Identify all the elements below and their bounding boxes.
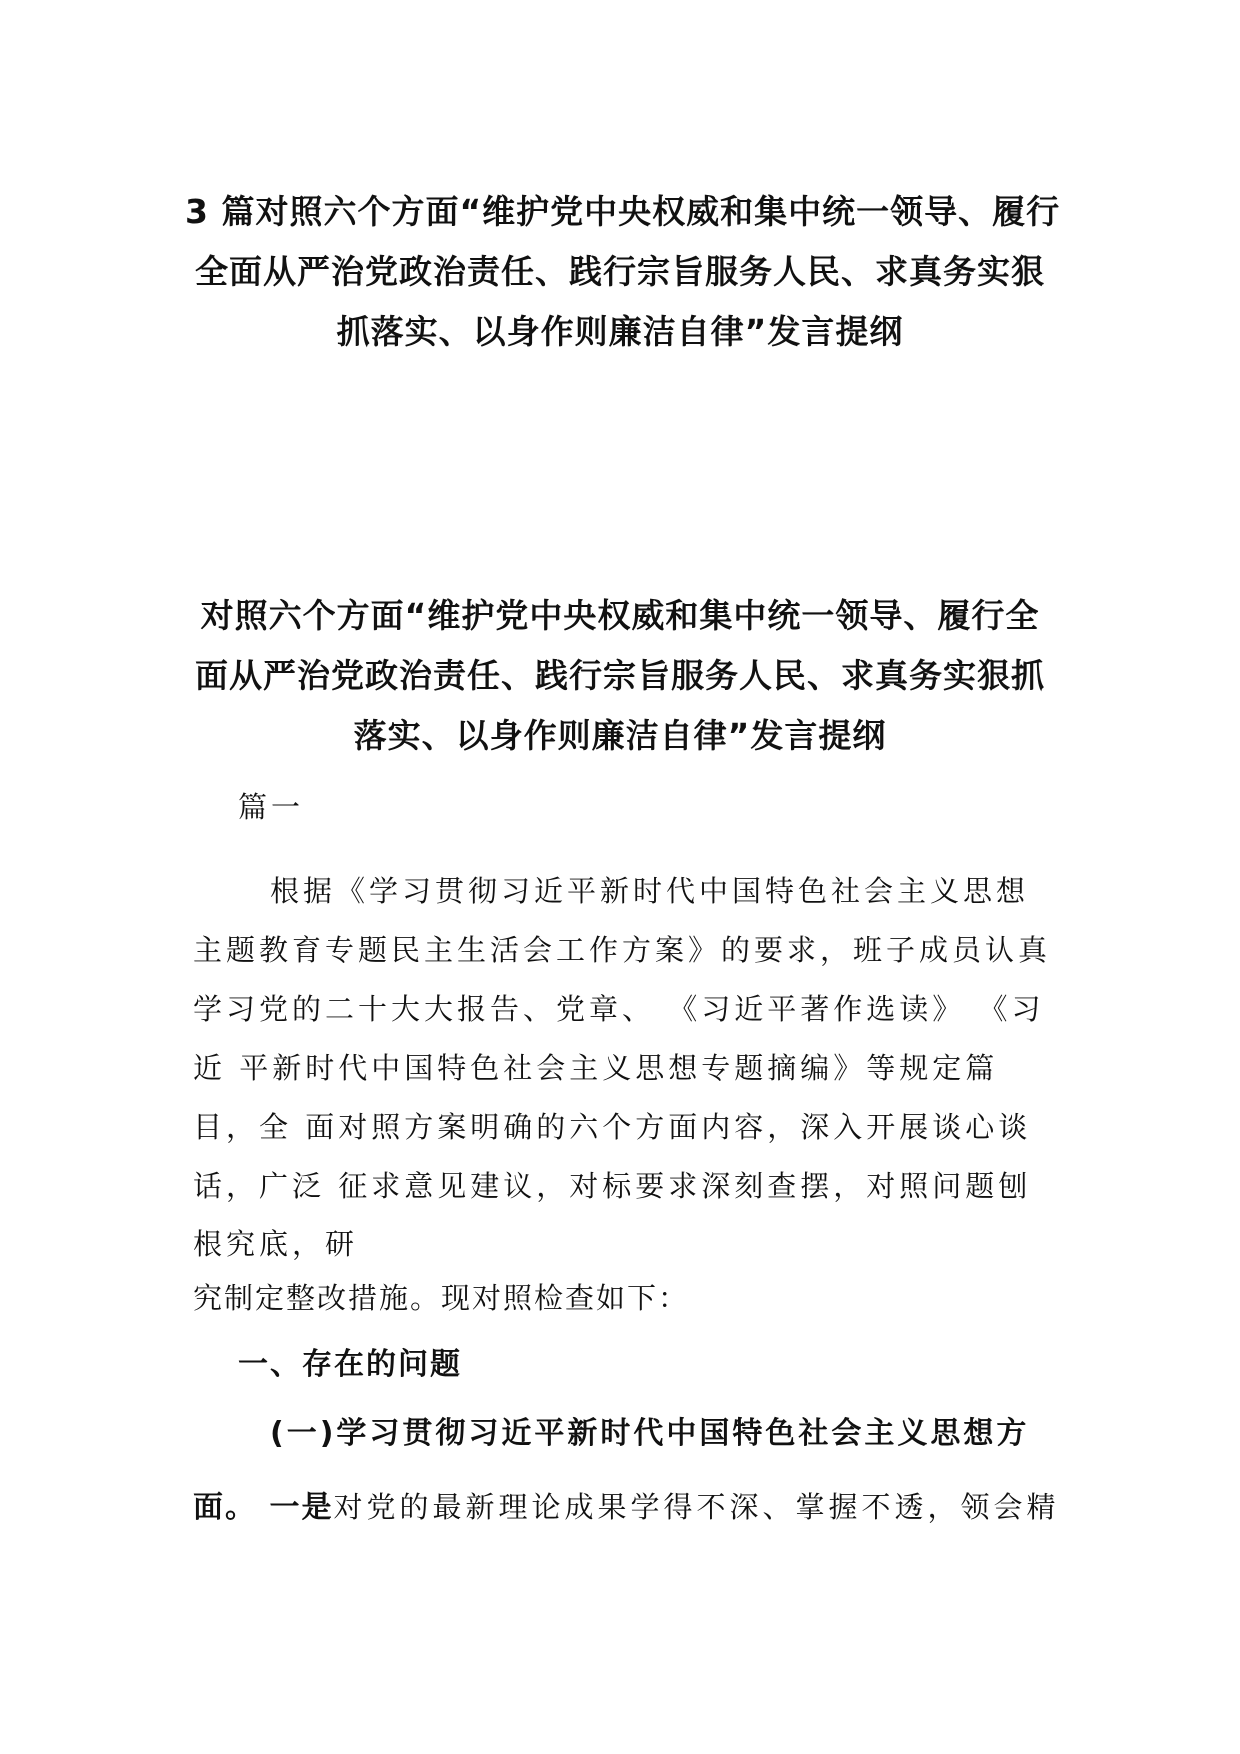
paragraph-line: 根据《学习贯彻习近平新时代中国特色社会主义思想 bbox=[270, 874, 1030, 908]
subsection-heading-tail: 面。 一是 bbox=[193, 1490, 334, 1525]
subtitle-line: 面从严治党政治责任、践行宗旨服务人民、求真务实狠抓 bbox=[195, 656, 1045, 695]
document-subtitle bbox=[185, 586, 1055, 766]
paragraph-line: 学习党的二十大大报告、党章、 《习近平著作选读》 《习 bbox=[193, 992, 1045, 1026]
subsection-heading: (一)学习贯彻习近平新时代中国特色社会主义思想方 bbox=[270, 1416, 1030, 1451]
body-line-mixed bbox=[193, 1480, 1059, 1534]
paragraph-line: 根究底，研 bbox=[193, 1227, 359, 1261]
section-label: 篇一 bbox=[238, 790, 305, 824]
title-line: 抓落实、以身作则廉洁自律”发言提纲 bbox=[336, 312, 904, 351]
title-line: 全面从严治党政治责任、践行宗旨服务人民、求真务实狠 bbox=[195, 252, 1045, 291]
subtitle-line: 对照六个方面“维护党中央权威和集中统一领导、履行全 bbox=[200, 596, 1040, 635]
paragraph-line: 近 平新时代中国特色社会主义思想专题摘编》等规定篇 bbox=[193, 1051, 999, 1085]
paragraph-text: 对党的最新理论成果学得不深、掌握不透，领会精 bbox=[333, 1490, 1060, 1524]
paragraph-line: 究制定整改措施。现对照检查如下： bbox=[193, 1281, 690, 1315]
section-heading: 一、存在的问题 bbox=[238, 1347, 462, 1382]
paragraph-line: 目，全 面对照方案明确的六个方面内容，深入开展谈心谈 bbox=[193, 1110, 1032, 1144]
document-title bbox=[185, 182, 1061, 362]
title-line: 3 篇对照六个方面“维护党中央权威和集中统一领导、履行 bbox=[185, 192, 1061, 231]
paragraph-line: 主题教育专题民主生活会工作方案》的要求，班子成员认真 bbox=[193, 933, 1052, 967]
paragraph-line: 话，广泛 征求意见建议，对标要求深刻查摆，对照问题刨 bbox=[193, 1169, 1032, 1203]
subtitle-line: 落实、以身作则廉洁自律”发言提纲 bbox=[353, 716, 887, 755]
